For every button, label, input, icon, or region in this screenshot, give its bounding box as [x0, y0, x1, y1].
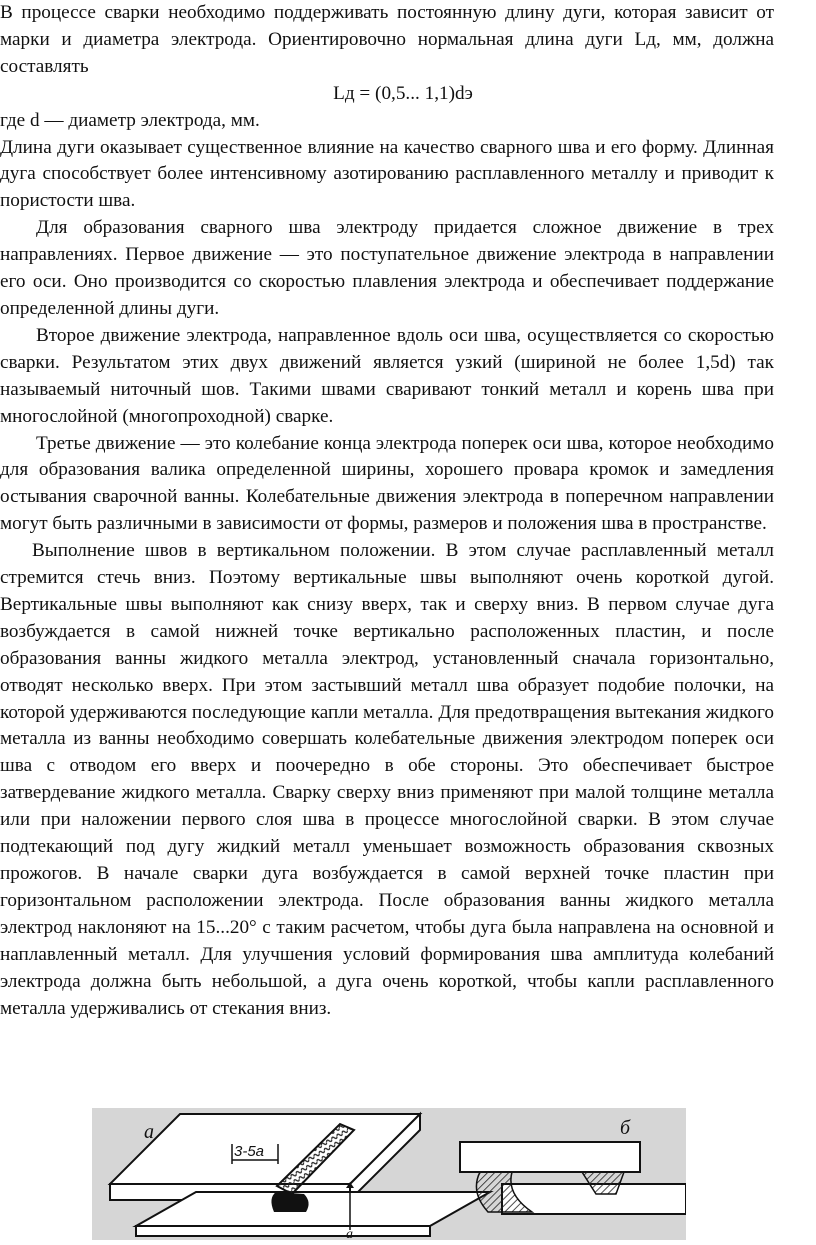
weld-figure [92, 1108, 686, 1240]
section-upper-plate [460, 1142, 640, 1172]
figure-label-a: а [144, 1121, 154, 1143]
paragraph-third-motion: Третье движение — это колебание конца электрода поперек оси шва, которое необходимо для образования валика определенной ширины, хорошего провара кромок и замедления остывания сварочной ванны. Колебательные движения электрода в поперечном направлении могут быть различными в зависимости от формы, размеров и положения шва в пространстве. [0, 432, 774, 535]
dimension-label: 3-5а [234, 1143, 265, 1160]
figure-label-b: б [620, 1117, 631, 1139]
weld-diagram [92, 1108, 686, 1240]
lower-plate-edge [136, 1226, 430, 1236]
lower-plate [136, 1192, 490, 1226]
weld-root [271, 1192, 308, 1212]
paragraph-intro: В процессе сварки необходимо поддерживать постоянную длину дуги, которая зависит от марки и диаметра электрода. Ориентировочно нормальная длина дуги Lд, мм, должна составлять [0, 2, 774, 77]
paragraph-definition: где d — диаметр электрода, мм. [0, 109, 260, 131]
arc-length-formula: Lд = (0,5... 1,1)dэ [333, 82, 473, 104]
paragraph-vertical-welds: Выполнение швов в вертикальном положении. В этом случае расплавленный металл стремится стечь вниз. Поэтому вертикальные швы выполняют очень короткой дугой. Вертикальные швы выполняют как снизу вверх, так и сверху вниз. В первом случае дуга возбуждается в самой нижней точке вертикально расположенных пластин, и после образования ванны жидкого металла электрод, установленный сначала горизонтально, отводят несколько вверх. При этом застывший металл шва образует подобие полочки, на которой удерживаются последующие капли металла. Для предотвращения вытекания жидкого металла из ванны необходимо совершать колебательные движения электродом поперек оси шва с отводом его вверх и поочередно в обе стороны. Это обеспечивает быстрое затвердевание жидкого металла. Сварку сверху вниз применяют при малой толщине металла или при наложении первого слоя шва в процессе многослойной сварки. В этом случае подтекающий под дугу жидкий металл уменьшает возможность образования сквозных прожогов. В начале сварки дуга возбуждается в самой верхней точке пластин при горизонтальном расположении электрода. После образования ванны жидкого металла электрод наклоняют на 15...20° с таким расчетом, чтобы дуга была направлена на основной и наплавленный металл. Для улучшения условий формирования шва амплитуда колебаний электрода должна быть небольшой, а дуга очень короткой, чтобы капли расплавленного металла удерживались от стекания вниз. [0, 540, 774, 1019]
paragraph-second-motion: Второе движение электрода, направленное вдоль оси шва, осуществляется со скоростью сварки. Результатом этих двух движений является узкий (шириной не более 1,5d) так называемый ниточный шов. Такими швами сваривают тонкий металл и корень шва при многослойной (многопроходной) сварке. [0, 324, 774, 427]
paragraph-arc-influence: Длина дуги оказывает существенное влияние на качество сварного шва и его форму. Длинная дуга способствует более интенсивному азотированию расплавленного металлу и приводит к пористости шва. [0, 136, 774, 212]
thickness-label: а [346, 1227, 353, 1240]
paragraph-first-motion: Для образования сварного шва электроду придается сложное движение в трех направлениях. Первое движение — это поступательное движение электрода в направлении его оси. Оно производится со скоростью плавления электрода и обеспечивает поддержание определенной длины дуги. [0, 217, 774, 319]
